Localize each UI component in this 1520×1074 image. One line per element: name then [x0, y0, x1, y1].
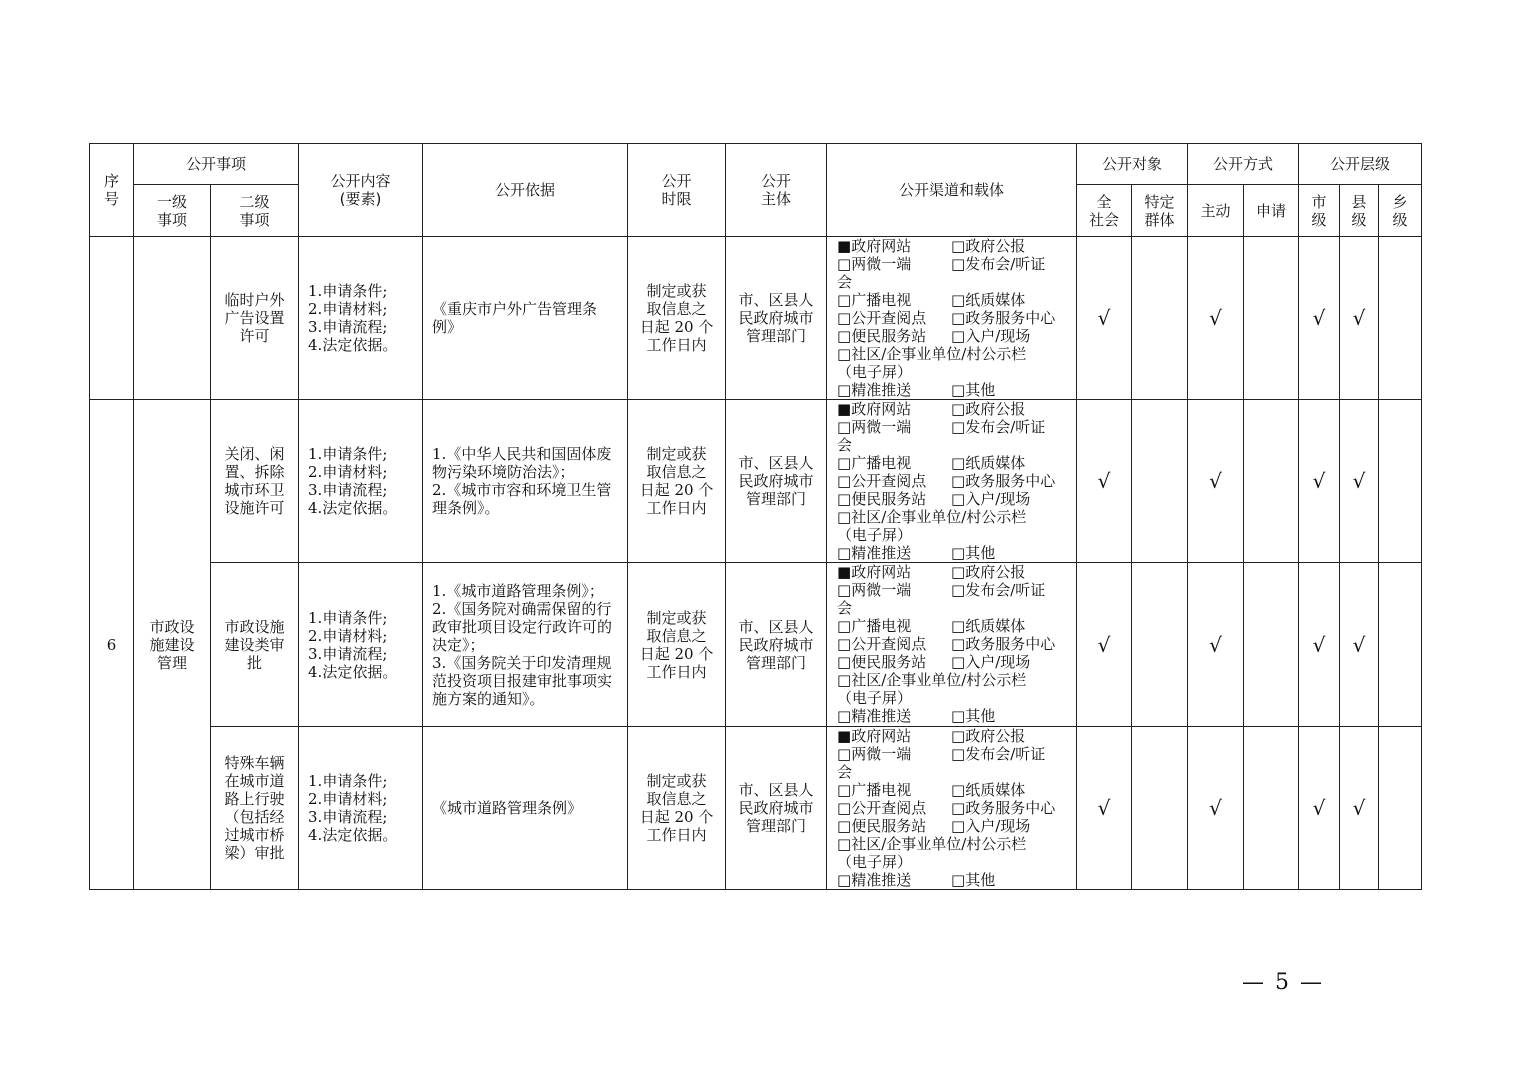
channel-line — [837, 599, 1072, 617]
channel-option: □政务服务中心 — [951, 472, 1056, 490]
level-town-cell — [1379, 727, 1422, 890]
channel-option: □广播电视 — [837, 781, 912, 799]
channel-option: 会 — [837, 599, 853, 617]
channel-line — [837, 653, 1072, 671]
header-mode-apply: 申请 — [1244, 185, 1299, 237]
seq-cell: 6 — [90, 400, 134, 890]
time-limit-cell: 制定或获 取信息之 日起 20 个 工作日内 — [628, 727, 726, 890]
basis-cell: 《城市道路管理条例》 — [423, 727, 628, 890]
channel-option: □便民服务站 — [837, 817, 927, 835]
mode-active-check: √ — [1188, 727, 1244, 890]
channel-line — [837, 563, 1072, 581]
channel-line — [837, 273, 1072, 291]
level2-cell: 市政设施 建设类审 批 — [211, 563, 299, 727]
level-city-check: √ — [1299, 563, 1340, 727]
target-specific-cell — [1132, 237, 1188, 400]
header-level2: 二级 事项 — [211, 185, 299, 237]
mode-apply-cell — [1244, 400, 1299, 563]
target-specific-cell — [1132, 563, 1188, 727]
level-city-check: √ — [1299, 400, 1340, 563]
channel-option: □广播电视 — [837, 291, 912, 309]
channel-line — [837, 237, 1072, 255]
level-county-check: √ — [1340, 727, 1379, 890]
channel-option: □政务服务中心 — [951, 799, 1056, 817]
level-county-check: √ — [1340, 237, 1379, 400]
target-all-check: √ — [1077, 727, 1132, 890]
header-level-county: 县 级 — [1340, 185, 1379, 237]
basis-cell: 《重庆市户外广告管理条例》 — [423, 237, 628, 400]
content-cell: 1.申请条件; 2.申请材料; 3.申请流程; 4.法定依据。 — [299, 563, 423, 727]
level2-cell: 关闭、闲 置、拆除 城市环卫 设施许可 — [211, 400, 299, 563]
time-limit-cell: 制定或获 取信息之 日起 20 个 工作日内 — [628, 563, 726, 727]
channel-option: □公开查阅点 — [837, 799, 927, 817]
channel-option: □入户/现场 — [951, 653, 1031, 671]
channel-option: □公开查阅点 — [837, 635, 927, 653]
channel-line — [837, 508, 1072, 526]
channel-line — [837, 817, 1072, 835]
channel-option: □两微一端 — [837, 255, 912, 273]
channel-option: □入户/现场 — [951, 490, 1031, 508]
channel-option: （电子屏） — [837, 689, 913, 707]
channel-option: □社区/企事业单位/村公示栏 — [837, 671, 1027, 689]
target-all-check: √ — [1077, 563, 1132, 727]
channel-line — [837, 436, 1072, 454]
subject-cell: 市、区县人 民政府城市 管理部门 — [726, 727, 827, 890]
channel-option: □纸质媒体 — [951, 617, 1026, 635]
mode-active-check: √ — [1188, 400, 1244, 563]
level-county-check: √ — [1340, 563, 1379, 727]
time-limit-cell: 制定或获 取信息之 日起 20 个 工作日内 — [628, 237, 726, 400]
channel-option: □发布会/听证 — [951, 418, 1046, 436]
header-target: 公开对象 — [1077, 144, 1188, 185]
channel-option: □精准推送 — [837, 707, 912, 725]
channel-line — [837, 799, 1072, 817]
channel-line — [837, 689, 1072, 707]
table-row — [90, 727, 1422, 890]
channel-line — [837, 490, 1072, 508]
channel-list — [837, 400, 1072, 562]
level2-cell: 特殊车辆 在城市道 路上行驶 （包括经 过城市桥 梁）审批 — [211, 727, 299, 890]
channel-line — [837, 781, 1072, 799]
channel-option: 会 — [837, 273, 853, 291]
channel-cell — [827, 400, 1077, 563]
channel-option: □社区/企事业单位/村公示栏 — [837, 345, 1027, 363]
header-mode: 公开方式 — [1188, 144, 1299, 185]
channel-option: □入户/现场 — [951, 327, 1031, 345]
level-county-check: √ — [1340, 400, 1379, 563]
mode-apply-cell — [1244, 237, 1299, 400]
header-level1: 一级 事项 — [134, 185, 211, 237]
channel-list — [837, 727, 1072, 889]
channel-line — [837, 418, 1072, 436]
channel-line — [837, 327, 1072, 345]
content-cell: 1.申请条件; 2.申请材料; 3.申请流程; 4.法定依据。 — [299, 400, 423, 563]
channel-option: （电子屏） — [837, 526, 913, 544]
channel-line — [837, 617, 1072, 635]
header-target-specific: 特定 群体 — [1132, 185, 1188, 237]
channel-cell — [827, 237, 1077, 400]
channel-line — [837, 291, 1072, 309]
level-city-check: √ — [1299, 237, 1340, 400]
header-level: 公开层级 — [1299, 144, 1422, 185]
subject-cell: 市、区县人 民政府城市 管理部门 — [726, 563, 827, 727]
channel-option: □广播电视 — [837, 617, 912, 635]
channel-option: □广播电视 — [837, 454, 912, 472]
channel-line — [837, 345, 1072, 363]
mode-active-check: √ — [1188, 237, 1244, 400]
channel-option: 会 — [837, 436, 853, 454]
basis-cell: 1.《中华人民共和国固体废物污染环境防治法》； 2.《城市市容和环境卫生管理条例》。 — [423, 400, 628, 563]
channel-line — [837, 363, 1072, 381]
mode-apply-cell — [1244, 727, 1299, 890]
table-row — [90, 563, 1422, 727]
channel-option: □社区/企事业单位/村公示栏 — [837, 835, 1027, 853]
channel-line — [837, 309, 1072, 327]
channel-option: 会 — [837, 763, 853, 781]
header-target-all: 全 社会 — [1077, 185, 1132, 237]
channel-list — [837, 563, 1072, 725]
channel-option: □纸质媒体 — [951, 454, 1026, 472]
channel-line — [837, 544, 1072, 562]
table-row — [90, 400, 1422, 563]
header-channel: 公开渠道和载体 — [827, 144, 1077, 237]
channel-option: ■政府网站 — [837, 727, 912, 745]
channel-line — [837, 400, 1072, 418]
channel-option: □精准推送 — [837, 544, 912, 562]
channel-option: □两微一端 — [837, 581, 912, 599]
channel-option: □入户/现场 — [951, 817, 1031, 835]
target-specific-cell — [1132, 400, 1188, 563]
seq-cell — [90, 237, 134, 400]
target-all-check: √ — [1077, 237, 1132, 400]
level1-cell: 市政设 施建设 管理 — [134, 400, 211, 890]
channel-option: □政府公报 — [951, 563, 1026, 581]
channel-option: □纸质媒体 — [951, 781, 1026, 799]
level-town-cell — [1379, 237, 1422, 400]
channel-line — [837, 526, 1072, 544]
channel-option: □便民服务站 — [837, 653, 927, 671]
subject-cell: 市、区县人 民政府城市 管理部门 — [726, 237, 827, 400]
channel-option: □两微一端 — [837, 745, 912, 763]
header-basis: 公开依据 — [423, 144, 628, 237]
channel-option: ■政府网站 — [837, 237, 912, 255]
content-cell: 1.申请条件; 2.申请材料; 3.申请流程; 4.法定依据。 — [299, 727, 423, 890]
channel-option: □发布会/听证 — [951, 581, 1046, 599]
content-cell: 1.申请条件; 2.申请材料; 3.申请流程; 4.法定依据。 — [299, 237, 423, 400]
header-mode-active: 主动 — [1188, 185, 1244, 237]
channel-option: □发布会/听证 — [951, 255, 1046, 273]
target-all-check: √ — [1077, 400, 1132, 563]
mode-apply-cell — [1244, 563, 1299, 727]
channel-option: □其他 — [951, 544, 996, 562]
channel-line — [837, 472, 1072, 490]
channel-option: □社区/企事业单位/村公示栏 — [837, 508, 1027, 526]
channel-cell — [827, 563, 1077, 727]
channel-option: □政府公报 — [951, 727, 1026, 745]
channel-option: □便民服务站 — [837, 490, 927, 508]
header-content: 公开内容 (要素) — [299, 144, 423, 237]
channel-option: □公开查阅点 — [837, 309, 927, 327]
level-town-cell — [1379, 563, 1422, 727]
channel-line — [837, 871, 1072, 889]
channel-line — [837, 381, 1072, 399]
channel-line — [837, 707, 1072, 725]
channel-line — [837, 255, 1072, 273]
channel-line — [837, 454, 1072, 472]
channel-list — [837, 237, 1072, 399]
channel-cell — [827, 727, 1077, 890]
target-specific-cell — [1132, 727, 1188, 890]
channel-option: □政务服务中心 — [951, 635, 1056, 653]
channel-option: □政务服务中心 — [951, 309, 1056, 327]
channel-option: □精准推送 — [837, 871, 912, 889]
header-public-item: 公开事项 — [134, 144, 299, 185]
level-town-cell — [1379, 400, 1422, 563]
table-row — [90, 237, 1422, 400]
channel-option: □纸质媒体 — [951, 291, 1026, 309]
channel-option: ■政府网站 — [837, 400, 912, 418]
channel-line — [837, 745, 1072, 763]
channel-option: ■政府网站 — [837, 563, 912, 581]
mode-active-check: √ — [1188, 563, 1244, 727]
channel-line — [837, 727, 1072, 745]
channel-line — [837, 853, 1072, 871]
time-limit-cell: 制定或获 取信息之 日起 20 个 工作日内 — [628, 400, 726, 563]
channel-option: □便民服务站 — [837, 327, 927, 345]
channel-line — [837, 835, 1072, 853]
channel-option: （电子屏） — [837, 363, 913, 381]
page-number: — 5 — — [1242, 970, 1324, 995]
channel-option: □发布会/听证 — [951, 745, 1046, 763]
channel-option: □其他 — [951, 381, 996, 399]
channel-option: □政府公报 — [951, 237, 1026, 255]
basis-cell: 1.《城市道路管理条例》； 2.《国务院对确需保留的行政审批项目设定行政许可的决定》； 3.《国务院关于印发清理规范投资项目报建审批事项实施方案的通知》。 — [423, 563, 628, 727]
level-city-check: √ — [1299, 727, 1340, 890]
header-seq: 序 号 — [90, 144, 134, 237]
disclosure-table — [89, 143, 1422, 890]
channel-option: □其他 — [951, 707, 996, 725]
channel-option: （电子屏） — [837, 853, 913, 871]
header-level-town: 乡 级 — [1379, 185, 1422, 237]
channel-line — [837, 763, 1072, 781]
header-time-limit: 公开 时限 — [628, 144, 726, 237]
channel-option: □精准推送 — [837, 381, 912, 399]
channel-option: □公开查阅点 — [837, 472, 927, 490]
level2-cell: 临时户外 广告设置 许可 — [211, 237, 299, 400]
header-level-city: 市 级 — [1299, 185, 1340, 237]
channel-line — [837, 581, 1072, 599]
subject-cell: 市、区县人 民政府城市 管理部门 — [726, 400, 827, 563]
channel-option: □政府公报 — [951, 400, 1026, 418]
channel-option: □两微一端 — [837, 418, 912, 436]
level1-cell — [134, 237, 211, 400]
channel-line — [837, 635, 1072, 653]
channel-option: □其他 — [951, 871, 996, 889]
channel-line — [837, 671, 1072, 689]
header-subject: 公开 主体 — [726, 144, 827, 237]
